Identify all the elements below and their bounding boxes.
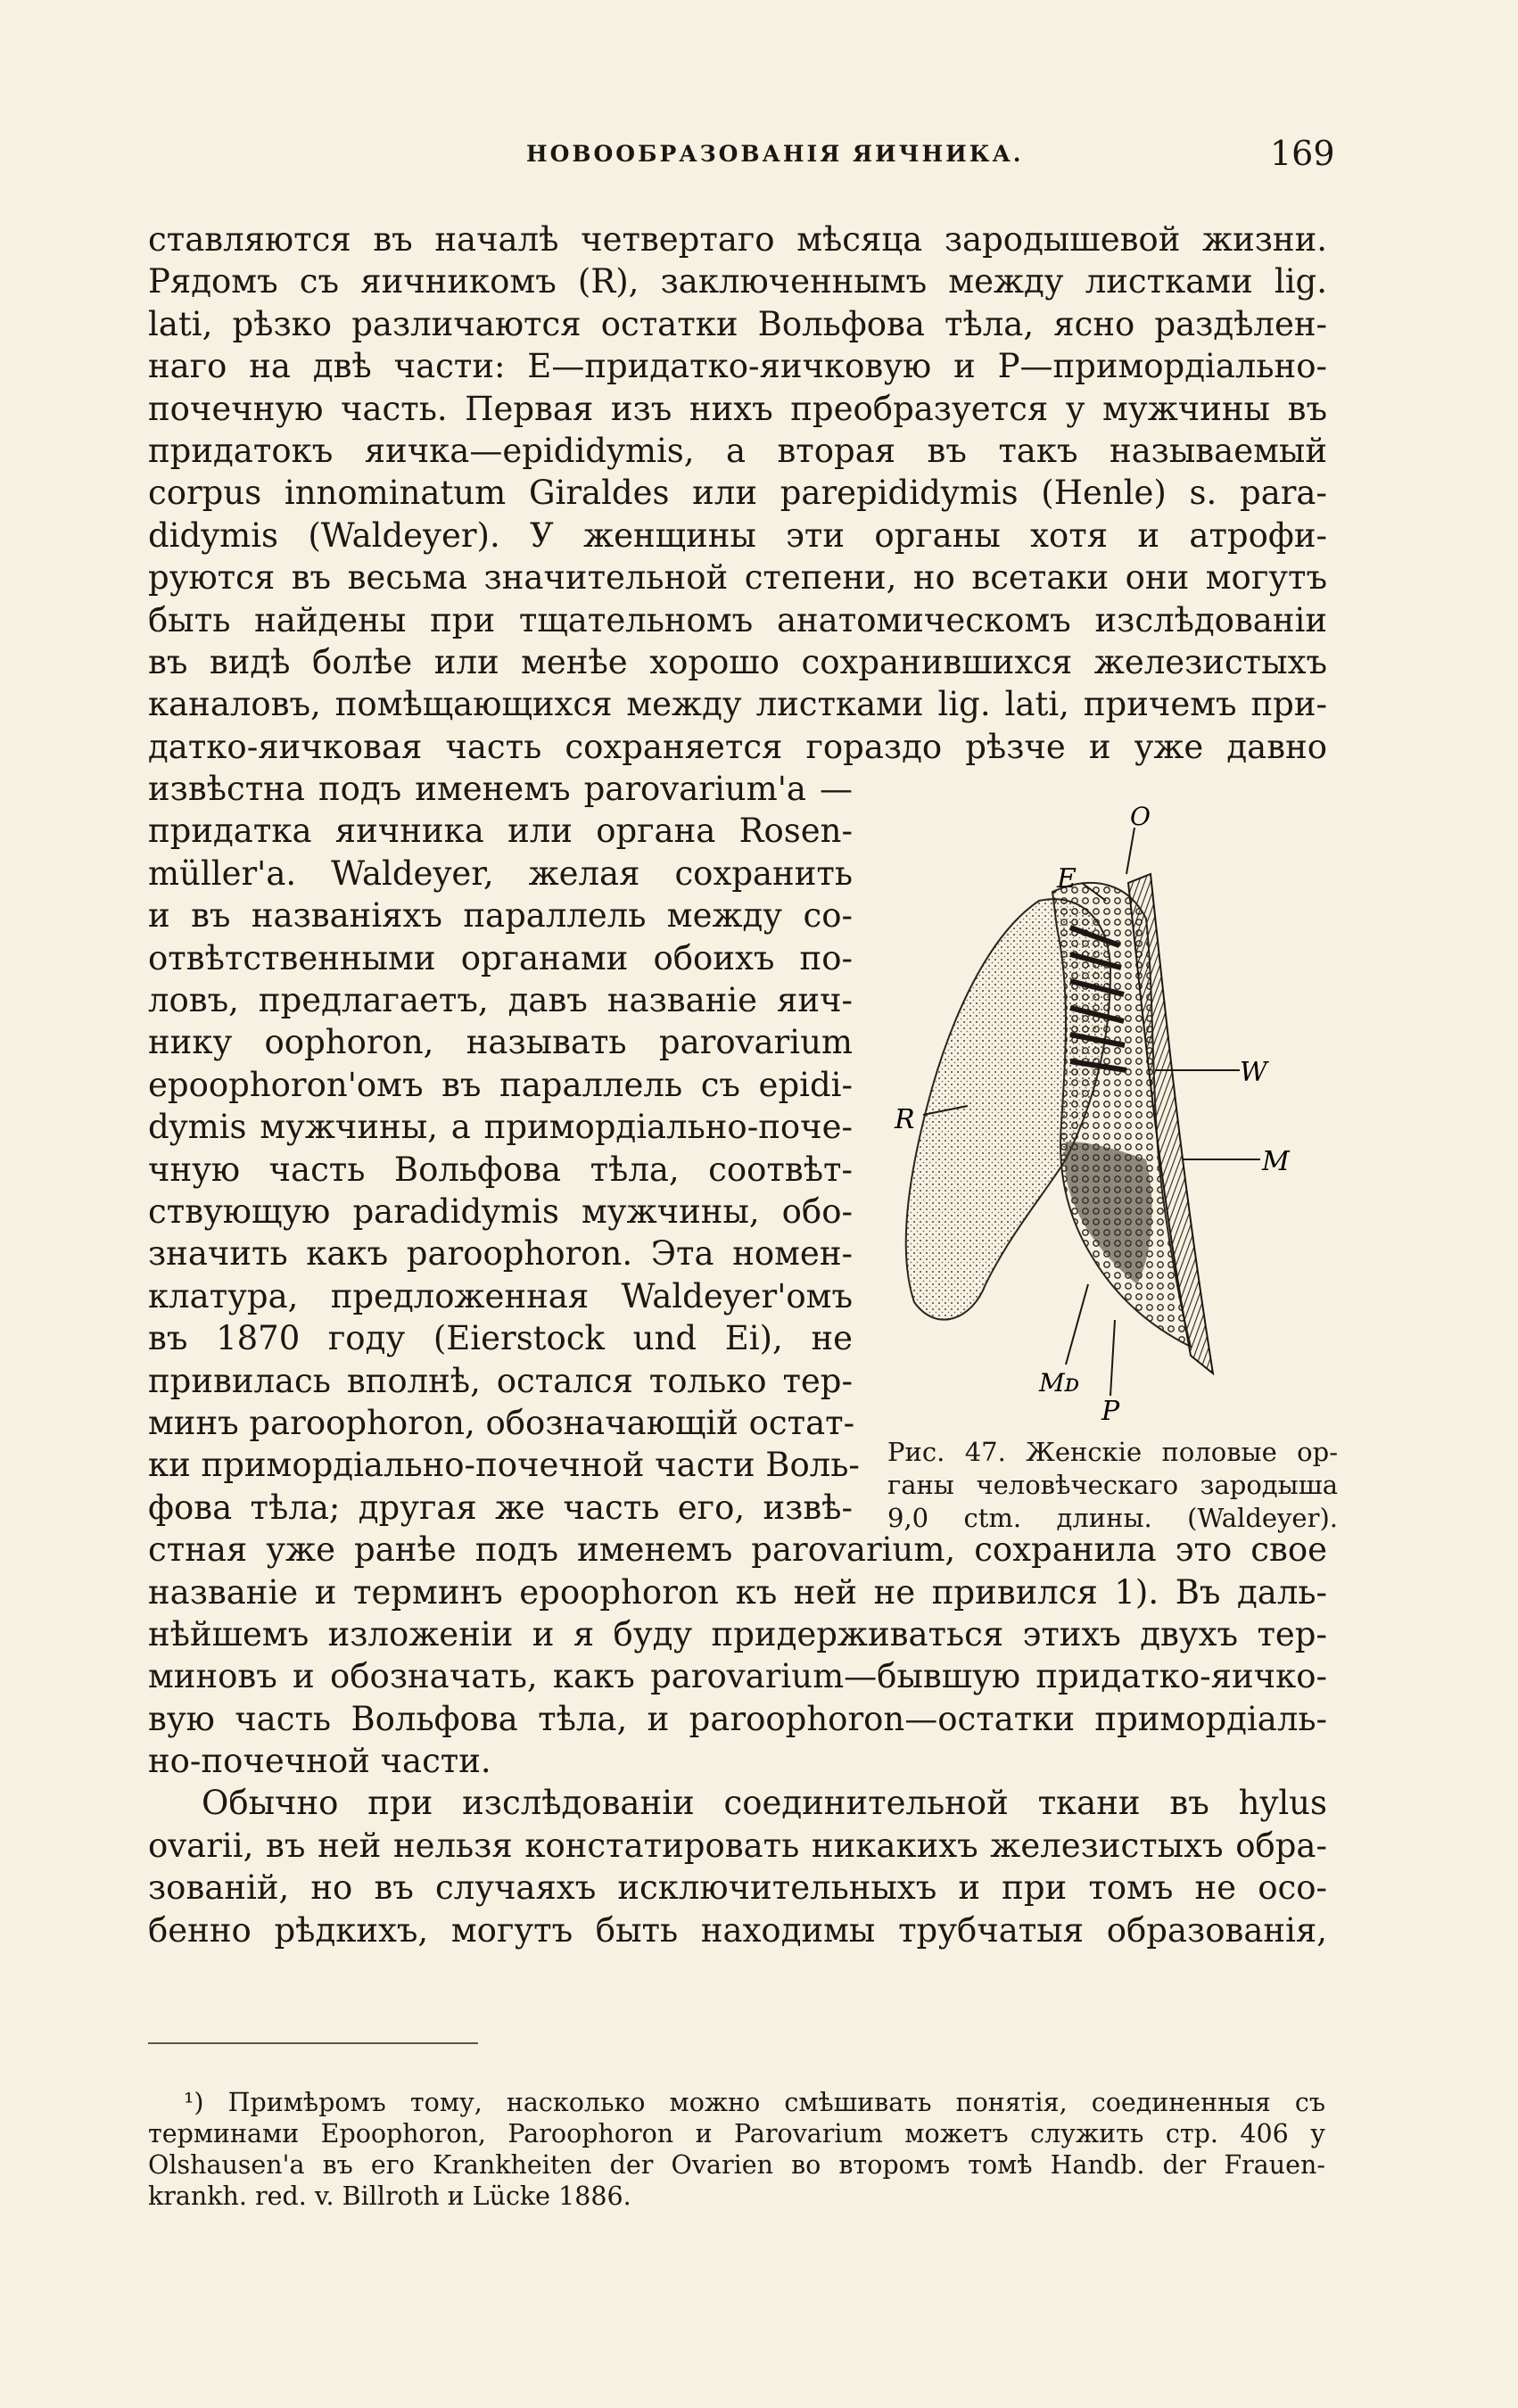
text-line: наго на двѣ части: E—придатко-яичковую и P—примордіально-: [148, 347, 1327, 386]
figure-illustration: [887, 802, 1344, 1427]
text-line: зованій, но въ случаяхъ исключительныхъ и при томъ не осо-: [148, 1868, 1327, 1908]
text-line: нику oophoron, называть parovarium: [148, 1023, 853, 1062]
label-p: P: [1101, 1396, 1120, 1427]
text-line: въ 1870 году (Eierstock und Ei), не: [148, 1319, 853, 1358]
text-line: каналовъ, помѣщающихся между листками lig. lati, причемъ при-: [148, 685, 1327, 724]
text-line: epoophoron'омъ въ параллель съ epidi-: [148, 1065, 853, 1104]
text-line: бенно рѣдкихъ, могутъ быть находимы трубчатыя образованія,: [148, 1910, 1327, 1950]
text-line: почечную часть. Первая изъ нихъ преобразуется у мужчины въ: [148, 389, 1327, 428]
text-line: dymis мужчины, а примордіально-поче-: [148, 1108, 853, 1147]
label-r: R: [895, 1104, 915, 1135]
text-line: датко-яичковая часть сохраняется гораздо рѣзче и уже давно: [148, 727, 1327, 766]
footnote-line: Olshausen'a въ его Krankheiten der Ovarien во второмъ томѣ Handb. der Frauen-: [148, 2150, 1325, 2180]
text-line: миновъ и обозначать, какъ parovarium—бывшую придатко-яичко-: [148, 1657, 1327, 1696]
label-w: W: [1240, 1057, 1267, 1088]
text-line: клатура, предложенная Waldeyer'омъ: [148, 1276, 853, 1315]
text-line: Рядомъ съ яичникомъ (R), заключеннымъ между листками lig.: [148, 262, 1327, 301]
text-line: фова тѣла; другая же часть его, извѣ-: [148, 1488, 853, 1527]
footnote-line: терминами Epoophoron, Paroophoron и Parovarium можетъ служить стр. 406 у: [148, 2119, 1325, 2148]
label-mv: Mᴅ: [1039, 1368, 1080, 1398]
footnote-divider: [148, 2042, 478, 2044]
text-line: значить какъ paroophoron. Эта номен-: [148, 1234, 853, 1274]
text-line: lati, рѣзко различаются остатки Вольфова тѣла, ясно раздѣлен-: [148, 304, 1327, 343]
paragraph-first-line: Обычно при изслѣдованіи соединительной ткани въ hylus: [202, 1784, 1327, 1823]
text-line: отвѣтственными органами обоихъ по-: [148, 938, 853, 977]
caption-line: Рис. 47. Женскіе половые ор-: [887, 1437, 1338, 1467]
figure-caption: [887, 1436, 1338, 1535]
caption-line: 9,0 ctm. длины. (Waldeyer).: [887, 1503, 1338, 1533]
text-line: müller'a. Waldeyer, желая сохранить: [148, 854, 853, 893]
text-line: руются въ весьма значительной степени, но всетаки они могутъ: [148, 558, 1327, 598]
label-m: M: [1262, 1146, 1290, 1177]
text-line: стная уже ранѣе подъ именемъ parovarium, сохранила это свое: [148, 1530, 1327, 1570]
text-line: ловъ, предлагаетъ, давъ названіе яич-: [148, 981, 853, 1020]
text-line: ствующую paradidymis мужчины, обо-: [148, 1192, 853, 1231]
text-line: вую часть Вольфова тѣла, и paroophoron—остатки примордіаль-: [148, 1699, 1327, 1738]
caption-line: ганы человѣческаго зародыша: [887, 1470, 1338, 1500]
footnote: [148, 2087, 1325, 2212]
text-line: и въ названіяхъ параллель между со-: [148, 896, 853, 936]
text-line: минъ paroophoron, обозначающій остат-: [148, 1403, 855, 1442]
text-line: ovarii, въ ней нельзя констатировать никакихъ железистыхъ обра-: [148, 1826, 1327, 1865]
page-header: [0, 134, 1518, 178]
label-e: E: [1057, 863, 1077, 895]
text-line: но-почечной части.: [148, 1742, 491, 1781]
page-number: 169: [1270, 134, 1335, 173]
text-line: въ видѣ болѣе или менѣе хорошо сохранившихся железистыхъ: [148, 642, 1327, 681]
label-o: O: [1130, 802, 1151, 831]
text-line: нѣйшемъ изложеніи и я буду придерживаться этихъ двухъ тер-: [148, 1614, 1327, 1653]
text-line: чную часть Вольфова тѣла, соотвѣт-: [148, 1150, 853, 1189]
text-line: didymis (Waldeyer). У женщины эти органы хотя и атрофи-: [148, 515, 1327, 555]
pointer-p: [1110, 1320, 1115, 1396]
pointer-o: [1126, 828, 1134, 874]
text-line: привилась вполнѣ, остался только тер-: [148, 1361, 853, 1400]
anatomical-figure: [887, 802, 1344, 1427]
text-line: названіе и терминъ epoophoron къ ней не привился 1). Въ даль-: [148, 1572, 1327, 1612]
text-line: ставляются въ началѣ четвертаго мѣсяца зародышевой жизни.: [148, 220, 1327, 259]
text-line: ки примордіально-почечной части Воль-: [148, 1446, 860, 1485]
text-line: извѣстна подъ именемъ parovarium'a —: [148, 770, 853, 809]
running-title: НОВООБРАЗОВАНІЯ ЯИЧНИКА.: [526, 141, 1024, 167]
text-line: придатка яичника или органа Rosen-: [148, 812, 853, 851]
text-line: придатокъ яичка—epididymis, а вторая въ такъ называемый: [148, 431, 1327, 470]
pointer-mv: [1066, 1284, 1088, 1365]
text-line: быть найдены при тщательномъ анатомическомъ изслѣдованіи: [148, 600, 1327, 639]
text-line: corpus innominatum Giraldes или parepididymis (Henle) s. para-: [148, 474, 1327, 513]
footnote-line: ¹) Примѣромъ тому, насколько можно смѣшивать понятія, соединенныя съ: [184, 2088, 1325, 2117]
footnote-line: krankh. red. v. Billroth и Lücke 1886.: [148, 2181, 631, 2211]
